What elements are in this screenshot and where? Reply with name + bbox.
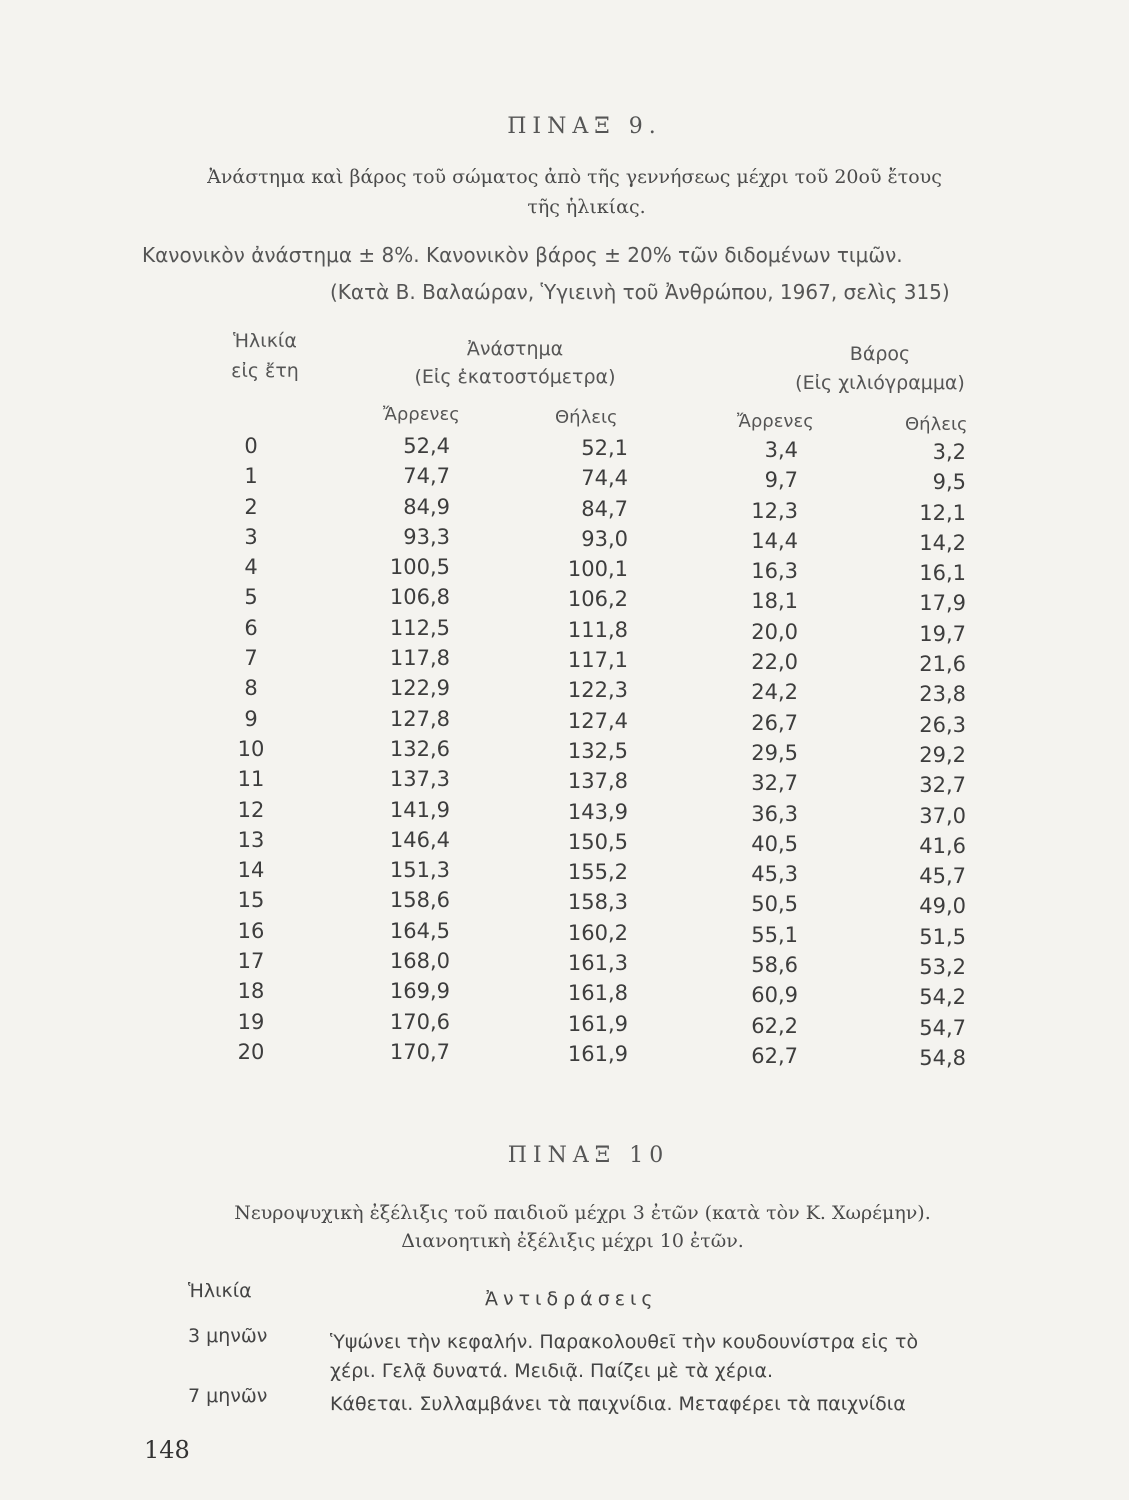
header-weight-male: Ἄρρενες	[737, 411, 814, 432]
table-row	[0, 585, 1129, 615]
table-row	[0, 646, 1129, 676]
table-row	[0, 828, 1129, 858]
height-female-cell: 160,2	[567, 920, 628, 945]
age-cell: 17	[237, 949, 265, 974]
age-cell: 19	[237, 1009, 265, 1034]
height-female-cell: 137,8	[567, 769, 628, 794]
table-row	[0, 767, 1129, 797]
height-male-cell: 100,5	[389, 555, 450, 580]
table10-header-age: Ἡλικία	[188, 1280, 252, 1302]
weight-female-cell: 51,5	[919, 924, 966, 949]
weight-female-cell: 54,7	[919, 1015, 966, 1040]
table9-note-line1: Κανονικὸν ἀνάστημα ± 8%. Κανονικὸν βάρος ± 20% τῶν διδομένων τιμῶν.	[142, 243, 903, 267]
table10-entry-age: 3 μηνῶν	[188, 1325, 268, 1347]
weight-male-cell: 22,0	[751, 650, 798, 675]
weight-male-cell: 12,3	[751, 498, 798, 523]
table10-entry-text: Ὑψώνει τὴν κεφαλήν. Παρακολουθεῖ τὴν κουδουνίστρα εἰς τὸ	[330, 1331, 919, 1353]
weight-male-cell: 14,4	[751, 528, 798, 553]
height-male-cell: 52,4	[403, 434, 450, 458]
weight-female-cell: 9,5	[932, 470, 966, 495]
header-weight-line2: (Εἰς χιλιόγραμμα)	[795, 372, 965, 394]
height-male-cell: 132,6	[389, 736, 450, 761]
height-female-cell: 132,5	[567, 738, 628, 763]
height-male-cell: 106,8	[389, 585, 450, 610]
weight-female-cell: 17,9	[919, 591, 966, 616]
height-female-cell: 161,3	[567, 951, 628, 976]
age-cell: 1	[244, 464, 258, 489]
height-male-cell: 93,3	[403, 524, 450, 549]
table-row	[0, 1040, 1129, 1070]
weight-female-cell: 14,2	[919, 530, 966, 555]
height-male-cell: 151,3	[389, 858, 450, 883]
weight-female-cell: 54,2	[919, 985, 966, 1010]
table-row	[0, 434, 1129, 464]
table9-title: ΠΙΝΑΞ 9.	[507, 114, 662, 139]
weight-male-cell: 3,4	[764, 438, 798, 462]
weight-male-cell: 55,1	[751, 922, 798, 947]
age-cell: 12	[237, 797, 265, 822]
age-cell: 9	[244, 706, 258, 731]
table10-header-reactions: Ἀντιδράσεις	[485, 1288, 658, 1310]
height-male-cell: 141,9	[389, 797, 450, 822]
weight-male-cell: 18,1	[751, 589, 798, 614]
age-cell: 16	[237, 918, 265, 943]
height-male-cell: 127,8	[389, 706, 450, 731]
header-height-male: Ἄρρενες	[383, 404, 460, 425]
weight-male-cell: 60,9	[751, 983, 798, 1008]
header-height-female: Θήλεις	[555, 407, 618, 428]
table-row	[0, 495, 1129, 525]
age-cell: 4	[244, 555, 258, 580]
weight-male-cell: 45,3	[751, 862, 798, 887]
height-male-cell: 122,9	[389, 676, 450, 701]
table-row	[0, 707, 1129, 737]
age-cell: 20	[237, 1039, 265, 1064]
table9-note-line2: (Κατὰ Β. Βαλαώραν, Ὑγιεινὴ τοῦ Ἀνθρώπου, 1967, σελὶς 315)	[330, 280, 950, 304]
height-female-cell: 150,5	[567, 829, 628, 854]
table10-entry-text: χέρι. Γελᾷ δυνατά. Μειδιᾷ. Παίζει μὲ τὰ χέρια.	[330, 1360, 774, 1382]
weight-male-cell: 40,5	[751, 831, 798, 856]
table-row	[0, 616, 1129, 646]
table10-title: ΠΙΝΑΞ 10	[507, 1143, 670, 1168]
height-female-cell: 127,4	[567, 708, 628, 733]
weight-female-cell: 12,1	[919, 500, 966, 525]
age-cell: 18	[237, 979, 265, 1004]
height-female-cell: 155,2	[567, 860, 628, 885]
weight-male-cell: 9,7	[764, 468, 798, 493]
weight-female-cell: 3,2	[932, 440, 966, 464]
age-cell: 7	[244, 646, 258, 671]
header-age-line1: Ἡλικία	[233, 330, 297, 352]
height-female-cell: 106,2	[567, 587, 628, 612]
weight-male-cell: 50,5	[751, 892, 798, 917]
table-row	[0, 979, 1129, 1009]
header-height-line2: (Εἰς ἑκατοστόμετρα)	[414, 366, 616, 388]
table10-caption-line2: Διανοητικὴ ἐξέλιξις μέχρι 10 ἐτῶν.	[401, 1230, 744, 1252]
table9-caption-line1: Ἀνάστημα καὶ βάρος τοῦ σώματος ἀπὸ τῆς γεννήσεως μέχρι τοῦ 20οῦ ἔτους	[207, 166, 942, 188]
weight-male-cell: 16,3	[751, 559, 798, 584]
weight-female-cell: 26,3	[919, 712, 966, 737]
header-weight-female: Θήλεις	[905, 414, 968, 435]
table-row	[0, 1010, 1129, 1040]
weight-female-cell: 32,7	[919, 773, 966, 798]
table-row	[0, 676, 1129, 706]
weight-male-cell: 62,7	[751, 1043, 798, 1068]
weight-female-cell: 41,6	[919, 833, 966, 858]
age-cell: 15	[237, 888, 265, 913]
height-female-cell: 161,8	[567, 981, 628, 1006]
table-row	[0, 555, 1129, 585]
height-male-cell: 168,0	[389, 949, 450, 974]
age-cell: 11	[237, 767, 265, 792]
height-female-cell: 93,0	[581, 526, 628, 551]
height-female-cell: 161,9	[567, 1011, 628, 1036]
height-female-cell: 117,1	[567, 648, 628, 673]
height-female-cell: 52,1	[581, 436, 628, 460]
table-row	[0, 464, 1129, 494]
height-female-cell: 122,3	[567, 678, 628, 703]
table10-caption-line1: Νευροψυχικὴ ἐξέλιξις τοῦ παιδιοῦ μέχρι 3 ἐτῶν (κατὰ τὸν Κ. Χωρέμην).	[234, 1202, 931, 1224]
age-cell: 14	[237, 858, 265, 883]
weight-female-cell: 54,8	[919, 1045, 966, 1070]
weight-male-cell: 58,6	[751, 953, 798, 978]
weight-female-cell: 23,8	[919, 682, 966, 707]
height-female-cell: 161,9	[567, 1041, 628, 1066]
header-height-line1: Ἀνάστημα	[466, 338, 564, 360]
header-weight-line1: Βάρος	[849, 343, 911, 365]
height-female-cell: 74,4	[581, 466, 628, 491]
weight-female-cell: 29,2	[919, 742, 966, 767]
height-female-cell: 100,1	[567, 557, 628, 582]
table-row	[0, 858, 1129, 888]
height-female-cell: 84,7	[581, 496, 628, 521]
height-male-cell: 170,6	[389, 1009, 450, 1034]
table10-entry-age: 7 μηνῶν	[188, 1385, 268, 1407]
table-row	[0, 949, 1129, 979]
height-male-cell: 158,6	[389, 888, 450, 913]
weight-male-cell: 62,2	[751, 1013, 798, 1038]
age-cell: 0	[244, 434, 258, 458]
table-row	[0, 525, 1129, 555]
table-row	[0, 737, 1129, 767]
height-male-cell: 146,4	[389, 827, 450, 852]
height-male-cell: 164,5	[389, 918, 450, 943]
table9-caption-line2: τῆς ἡλικίας.	[527, 196, 646, 218]
weight-male-cell: 24,2	[751, 680, 798, 705]
height-male-cell: 169,9	[389, 979, 450, 1004]
age-cell: 13	[237, 827, 265, 852]
table-row	[0, 798, 1129, 828]
table-row	[0, 888, 1129, 918]
age-cell: 10	[237, 736, 265, 761]
weight-female-cell: 37,0	[919, 803, 966, 828]
height-male-cell: 137,3	[389, 767, 450, 792]
height-male-cell: 170,7	[389, 1039, 450, 1064]
age-cell: 3	[244, 524, 258, 549]
weight-male-cell: 36,3	[751, 801, 798, 826]
height-male-cell: 112,5	[389, 615, 450, 640]
age-cell: 6	[244, 615, 258, 640]
weight-male-cell: 26,7	[751, 710, 798, 735]
age-cell: 8	[244, 676, 258, 701]
table-row	[0, 919, 1129, 949]
page-number: 148	[144, 1436, 190, 1464]
weight-female-cell: 45,7	[919, 864, 966, 889]
weight-male-cell: 29,5	[751, 740, 798, 765]
age-cell: 5	[244, 585, 258, 610]
table10-entry-text: Κάθεται. Συλλαμβάνει τὰ παιχνίδια. Μεταφέρει τὰ παιχνίδια	[330, 1393, 906, 1415]
weight-female-cell: 19,7	[919, 621, 966, 646]
height-female-cell: 143,9	[567, 799, 628, 824]
height-male-cell: 84,9	[403, 494, 450, 519]
height-female-cell: 158,3	[567, 890, 628, 915]
weight-female-cell: 16,1	[919, 561, 966, 586]
height-male-cell: 74,7	[403, 464, 450, 489]
weight-female-cell: 53,2	[919, 955, 966, 980]
table9-body	[0, 434, 1129, 1070]
header-age-line2: εἰς ἔτη	[231, 360, 299, 382]
weight-male-cell: 20,0	[751, 619, 798, 644]
weight-female-cell: 49,0	[919, 894, 966, 919]
weight-male-cell: 32,7	[751, 771, 798, 796]
height-male-cell: 117,8	[389, 646, 450, 671]
weight-female-cell: 21,6	[919, 652, 966, 677]
age-cell: 2	[244, 494, 258, 519]
height-female-cell: 111,8	[567, 617, 628, 642]
